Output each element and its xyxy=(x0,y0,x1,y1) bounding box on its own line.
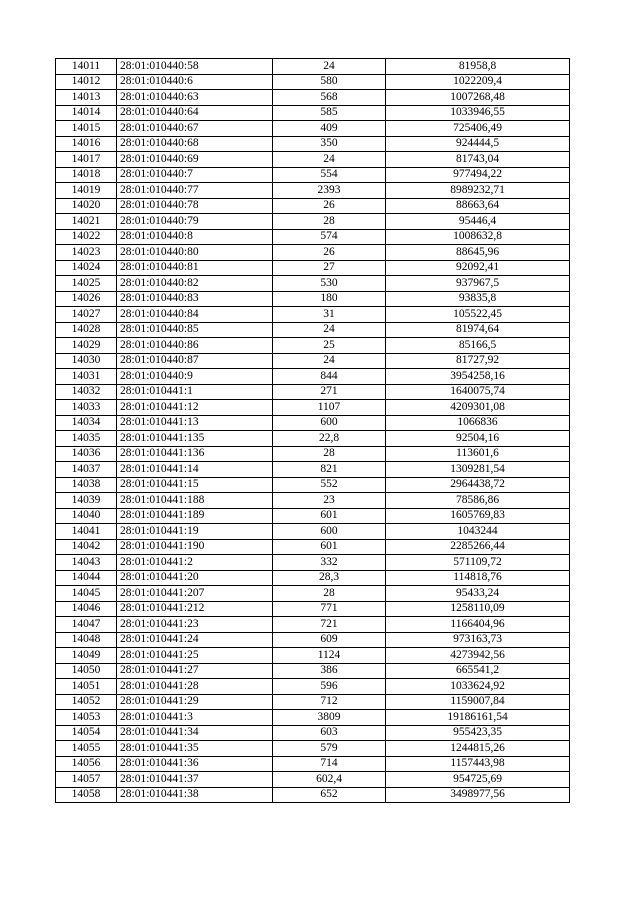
cadastral-value-cell: 92504,16 xyxy=(386,431,570,447)
cadastral-value-cell: 665541,2 xyxy=(386,663,570,679)
table-row xyxy=(56,415,570,431)
cadastral-value-cell: 1022209,4 xyxy=(386,74,570,90)
table-row xyxy=(56,152,570,168)
cadastral-number-cell: 28:01:010441:27 xyxy=(117,663,273,679)
cadastral-number-cell: 28:01:010441:35 xyxy=(117,741,273,757)
table-row xyxy=(56,772,570,788)
cadastral-number-cell: 28:01:010441:24 xyxy=(117,632,273,648)
cadastral-number-cell: 28:01:010440:63 xyxy=(117,90,273,106)
cadastral-number-cell: 28:01:010440:68 xyxy=(117,136,273,152)
table-row xyxy=(56,756,570,772)
table-row xyxy=(56,74,570,90)
table-row xyxy=(56,229,570,245)
table-row xyxy=(56,353,570,369)
area-cell: 28 xyxy=(273,446,386,462)
row-number-cell: 14048 xyxy=(56,632,117,648)
cadastral-value-cell: 1166404,96 xyxy=(386,617,570,633)
cadastral-value-cell: 1007268,48 xyxy=(386,90,570,106)
cadastral-number-cell: 28:01:010441:212 xyxy=(117,601,273,617)
area-cell: 1107 xyxy=(273,400,386,416)
cadastral-value-cell: 1258110,09 xyxy=(386,601,570,617)
cadastral-value-table xyxy=(55,58,570,803)
table-row xyxy=(56,601,570,617)
table-row xyxy=(56,167,570,183)
table-row xyxy=(56,384,570,400)
area-cell: 579 xyxy=(273,741,386,757)
area-cell: 332 xyxy=(273,555,386,571)
cadastral-value-cell: 1066836 xyxy=(386,415,570,431)
area-cell: 24 xyxy=(273,152,386,168)
row-number-cell: 14018 xyxy=(56,167,117,183)
row-number-cell: 14037 xyxy=(56,462,117,478)
row-number-cell: 14011 xyxy=(56,59,117,75)
table-row xyxy=(56,183,570,199)
cadastral-number-cell: 28:01:010441:14 xyxy=(117,462,273,478)
row-number-cell: 14055 xyxy=(56,741,117,757)
row-number-cell: 14017 xyxy=(56,152,117,168)
cadastral-value-cell: 1043244 xyxy=(386,524,570,540)
cadastral-value-cell: 1605769,83 xyxy=(386,508,570,524)
cadastral-number-cell: 28:01:010440:82 xyxy=(117,276,273,292)
cadastral-number-cell: 28:01:010440:80 xyxy=(117,245,273,261)
row-number-cell: 14029 xyxy=(56,338,117,354)
cadastral-number-cell: 28:01:010440:85 xyxy=(117,322,273,338)
cadastral-value-cell: 3954258,16 xyxy=(386,369,570,385)
row-number-cell: 14031 xyxy=(56,369,117,385)
cadastral-value-cell: 114818,76 xyxy=(386,570,570,586)
row-number-cell: 14019 xyxy=(56,183,117,199)
cadastral-number-cell: 28:01:010440:6 xyxy=(117,74,273,90)
table-row xyxy=(56,90,570,106)
table-row xyxy=(56,105,570,121)
row-number-cell: 14034 xyxy=(56,415,117,431)
table-row xyxy=(56,260,570,276)
cadastral-number-cell: 28:01:010441:19 xyxy=(117,524,273,540)
table-row xyxy=(56,431,570,447)
cadastral-number-cell: 28:01:010440:84 xyxy=(117,307,273,323)
cadastral-number-cell: 28:01:010440:58 xyxy=(117,59,273,75)
row-number-cell: 14038 xyxy=(56,477,117,493)
row-number-cell: 14032 xyxy=(56,384,117,400)
cadastral-value-cell: 2964438,72 xyxy=(386,477,570,493)
table-row xyxy=(56,539,570,555)
row-number-cell: 14047 xyxy=(56,617,117,633)
area-cell: 574 xyxy=(273,229,386,245)
area-cell: 31 xyxy=(273,307,386,323)
cadastral-value-cell: 93835,8 xyxy=(386,291,570,307)
cadastral-value-cell: 955423,35 xyxy=(386,725,570,741)
cadastral-value-cell: 1008632,8 xyxy=(386,229,570,245)
area-cell: 28 xyxy=(273,586,386,602)
cadastral-number-cell: 28:01:010441:28 xyxy=(117,679,273,695)
row-number-cell: 14036 xyxy=(56,446,117,462)
cadastral-number-cell: 28:01:010440:79 xyxy=(117,214,273,230)
cadastral-value-cell: 977494,22 xyxy=(386,167,570,183)
area-cell: 721 xyxy=(273,617,386,633)
cadastral-value-cell: 924444,5 xyxy=(386,136,570,152)
area-cell: 585 xyxy=(273,105,386,121)
cadastral-number-cell: 28:01:010440:64 xyxy=(117,105,273,121)
table-row xyxy=(56,338,570,354)
row-number-cell: 14043 xyxy=(56,555,117,571)
row-number-cell: 14028 xyxy=(56,322,117,338)
cadastral-number-cell: 28:01:010441:135 xyxy=(117,431,273,447)
area-cell: 580 xyxy=(273,74,386,90)
cadastral-number-cell: 28:01:010441:1 xyxy=(117,384,273,400)
cadastral-value-cell: 1033946,55 xyxy=(386,105,570,121)
cadastral-number-cell: 28:01:010440:9 xyxy=(117,369,273,385)
area-cell: 26 xyxy=(273,245,386,261)
area-cell: 386 xyxy=(273,663,386,679)
table-row xyxy=(56,725,570,741)
row-number-cell: 14012 xyxy=(56,74,117,90)
cadastral-value-cell: 2285266,44 xyxy=(386,539,570,555)
cadastral-number-cell: 28:01:010440:83 xyxy=(117,291,273,307)
cadastral-value-cell: 81743,04 xyxy=(386,152,570,168)
cadastral-value-cell: 95433,24 xyxy=(386,586,570,602)
cadastral-number-cell: 28:01:010441:188 xyxy=(117,493,273,509)
area-cell: 1124 xyxy=(273,648,386,664)
row-number-cell: 14051 xyxy=(56,679,117,695)
cadastral-value-cell: 1309281,54 xyxy=(386,462,570,478)
cadastral-value-cell: 3498977,56 xyxy=(386,787,570,803)
area-cell: 271 xyxy=(273,384,386,400)
area-cell: 409 xyxy=(273,121,386,137)
area-cell: 3809 xyxy=(273,710,386,726)
cadastral-value-cell: 19186161,54 xyxy=(386,710,570,726)
area-cell: 609 xyxy=(273,632,386,648)
cadastral-value-cell: 1159007,84 xyxy=(386,694,570,710)
row-number-cell: 14021 xyxy=(56,214,117,230)
area-cell: 26 xyxy=(273,198,386,214)
row-number-cell: 14024 xyxy=(56,260,117,276)
area-cell: 600 xyxy=(273,415,386,431)
cadastral-value-cell: 1640075,74 xyxy=(386,384,570,400)
row-number-cell: 14014 xyxy=(56,105,117,121)
table-row xyxy=(56,369,570,385)
row-number-cell: 14054 xyxy=(56,725,117,741)
row-number-cell: 14013 xyxy=(56,90,117,106)
area-cell: 600 xyxy=(273,524,386,540)
cadastral-value-cell: 973163,73 xyxy=(386,632,570,648)
cadastral-number-cell: 28:01:010441:38 xyxy=(117,787,273,803)
row-number-cell: 14033 xyxy=(56,400,117,416)
row-number-cell: 14041 xyxy=(56,524,117,540)
area-cell: 652 xyxy=(273,787,386,803)
table-body xyxy=(56,59,570,803)
table-row xyxy=(56,694,570,710)
area-cell: 603 xyxy=(273,725,386,741)
table-row xyxy=(56,136,570,152)
row-number-cell: 14050 xyxy=(56,663,117,679)
row-number-cell: 14016 xyxy=(56,136,117,152)
row-number-cell: 14045 xyxy=(56,586,117,602)
row-number-cell: 14025 xyxy=(56,276,117,292)
row-number-cell: 14026 xyxy=(56,291,117,307)
table-row xyxy=(56,741,570,757)
cadastral-value-cell: 725406,49 xyxy=(386,121,570,137)
cadastral-value-cell: 88663,64 xyxy=(386,198,570,214)
row-number-cell: 14022 xyxy=(56,229,117,245)
table-row xyxy=(56,245,570,261)
cadastral-value-cell: 81958,8 xyxy=(386,59,570,75)
area-cell: 23 xyxy=(273,493,386,509)
cadastral-number-cell: 28:01:010441:15 xyxy=(117,477,273,493)
table-row xyxy=(56,462,570,478)
cadastral-number-cell: 28:01:010441:2 xyxy=(117,555,273,571)
area-cell: 22,8 xyxy=(273,431,386,447)
area-cell: 180 xyxy=(273,291,386,307)
cadastral-value-cell: 88645,96 xyxy=(386,245,570,261)
table-row xyxy=(56,648,570,664)
table-row xyxy=(56,679,570,695)
table-row xyxy=(56,477,570,493)
cadastral-value-cell: 4209301,08 xyxy=(386,400,570,416)
cadastral-number-cell: 28:01:010440:69 xyxy=(117,152,273,168)
row-number-cell: 14015 xyxy=(56,121,117,137)
cadastral-number-cell: 28:01:010441:25 xyxy=(117,648,273,664)
area-cell: 25 xyxy=(273,338,386,354)
table-row xyxy=(56,570,570,586)
area-cell: 601 xyxy=(273,508,386,524)
area-cell: 821 xyxy=(273,462,386,478)
row-number-cell: 14042 xyxy=(56,539,117,555)
area-cell: 24 xyxy=(273,353,386,369)
cadastral-value-cell: 1157443,98 xyxy=(386,756,570,772)
cadastral-number-cell: 28:01:010441:36 xyxy=(117,756,273,772)
table-row xyxy=(56,787,570,803)
cadastral-value-cell: 95446,4 xyxy=(386,214,570,230)
area-cell: 602,4 xyxy=(273,772,386,788)
cadastral-number-cell: 28:01:010440:8 xyxy=(117,229,273,245)
cadastral-number-cell: 28:01:010440:78 xyxy=(117,198,273,214)
row-number-cell: 14049 xyxy=(56,648,117,664)
cadastral-number-cell: 28:01:010440:86 xyxy=(117,338,273,354)
row-number-cell: 14046 xyxy=(56,601,117,617)
table-row xyxy=(56,663,570,679)
cadastral-value-cell: 1244815,26 xyxy=(386,741,570,757)
table-row xyxy=(56,291,570,307)
row-number-cell: 14020 xyxy=(56,198,117,214)
cadastral-value-cell: 4273942,56 xyxy=(386,648,570,664)
cadastral-value-cell: 105522,45 xyxy=(386,307,570,323)
area-cell: 714 xyxy=(273,756,386,772)
area-cell: 350 xyxy=(273,136,386,152)
table-row xyxy=(56,446,570,462)
cadastral-number-cell: 28:01:010441:3 xyxy=(117,710,273,726)
cadastral-number-cell: 28:01:010441:23 xyxy=(117,617,273,633)
cadastral-value-cell: 85166,5 xyxy=(386,338,570,354)
cadastral-number-cell: 28:01:010440:81 xyxy=(117,260,273,276)
cadastral-number-cell: 28:01:010441:29 xyxy=(117,694,273,710)
table-row xyxy=(56,617,570,633)
row-number-cell: 14023 xyxy=(56,245,117,261)
cadastral-number-cell: 28:01:010441:13 xyxy=(117,415,273,431)
area-cell: 530 xyxy=(273,276,386,292)
cadastral-value-cell: 113601,6 xyxy=(386,446,570,462)
cadastral-value-cell: 81727,92 xyxy=(386,353,570,369)
cadastral-value-cell: 1033624,92 xyxy=(386,679,570,695)
cadastral-value-cell: 571109,72 xyxy=(386,555,570,571)
row-number-cell: 14039 xyxy=(56,493,117,509)
cadastral-number-cell: 28:01:010441:34 xyxy=(117,725,273,741)
row-number-cell: 14027 xyxy=(56,307,117,323)
table-row xyxy=(56,276,570,292)
area-cell: 2393 xyxy=(273,183,386,199)
area-cell: 601 xyxy=(273,539,386,555)
row-number-cell: 14030 xyxy=(56,353,117,369)
area-cell: 568 xyxy=(273,90,386,106)
table-row xyxy=(56,307,570,323)
area-cell: 844 xyxy=(273,369,386,385)
row-number-cell: 14040 xyxy=(56,508,117,524)
table-row xyxy=(56,322,570,338)
cadastral-number-cell: 28:01:010441:20 xyxy=(117,570,273,586)
row-number-cell: 14052 xyxy=(56,694,117,710)
cadastral-number-cell: 28:01:010441:207 xyxy=(117,586,273,602)
table-row xyxy=(56,121,570,137)
cadastral-value-cell: 78586,86 xyxy=(386,493,570,509)
cadastral-value-cell: 8989232,71 xyxy=(386,183,570,199)
area-cell: 24 xyxy=(273,322,386,338)
area-cell: 712 xyxy=(273,694,386,710)
cadastral-value-cell: 937967,5 xyxy=(386,276,570,292)
row-number-cell: 14044 xyxy=(56,570,117,586)
table-row xyxy=(56,198,570,214)
area-cell: 28 xyxy=(273,214,386,230)
table-row xyxy=(56,586,570,602)
row-number-cell: 14035 xyxy=(56,431,117,447)
table-row xyxy=(56,524,570,540)
table-row xyxy=(56,493,570,509)
cadastral-number-cell: 28:01:010440:7 xyxy=(117,167,273,183)
area-cell: 28,3 xyxy=(273,570,386,586)
table-row xyxy=(56,400,570,416)
cadastral-number-cell: 28:01:010441:12 xyxy=(117,400,273,416)
table-row xyxy=(56,508,570,524)
table-row xyxy=(56,710,570,726)
area-cell: 24 xyxy=(273,59,386,75)
cadastral-value-cell: 954725,69 xyxy=(386,772,570,788)
cadastral-number-cell: 28:01:010441:136 xyxy=(117,446,273,462)
area-cell: 27 xyxy=(273,260,386,276)
table-row xyxy=(56,555,570,571)
cadastral-number-cell: 28:01:010440:87 xyxy=(117,353,273,369)
cadastral-number-cell: 28:01:010441:37 xyxy=(117,772,273,788)
table-row xyxy=(56,214,570,230)
row-number-cell: 14053 xyxy=(56,710,117,726)
cadastral-number-cell: 28:01:010440:67 xyxy=(117,121,273,137)
cadastral-value-cell: 81974,64 xyxy=(386,322,570,338)
area-cell: 596 xyxy=(273,679,386,695)
table-row xyxy=(56,59,570,75)
cadastral-number-cell: 28:01:010441:190 xyxy=(117,539,273,555)
row-number-cell: 14058 xyxy=(56,787,117,803)
cadastral-value-cell: 92092,41 xyxy=(386,260,570,276)
table-row xyxy=(56,632,570,648)
area-cell: 554 xyxy=(273,167,386,183)
cadastral-number-cell: 28:01:010440:77 xyxy=(117,183,273,199)
row-number-cell: 14057 xyxy=(56,772,117,788)
cadastral-number-cell: 28:01:010441:189 xyxy=(117,508,273,524)
row-number-cell: 14056 xyxy=(56,756,117,772)
area-cell: 552 xyxy=(273,477,386,493)
area-cell: 771 xyxy=(273,601,386,617)
